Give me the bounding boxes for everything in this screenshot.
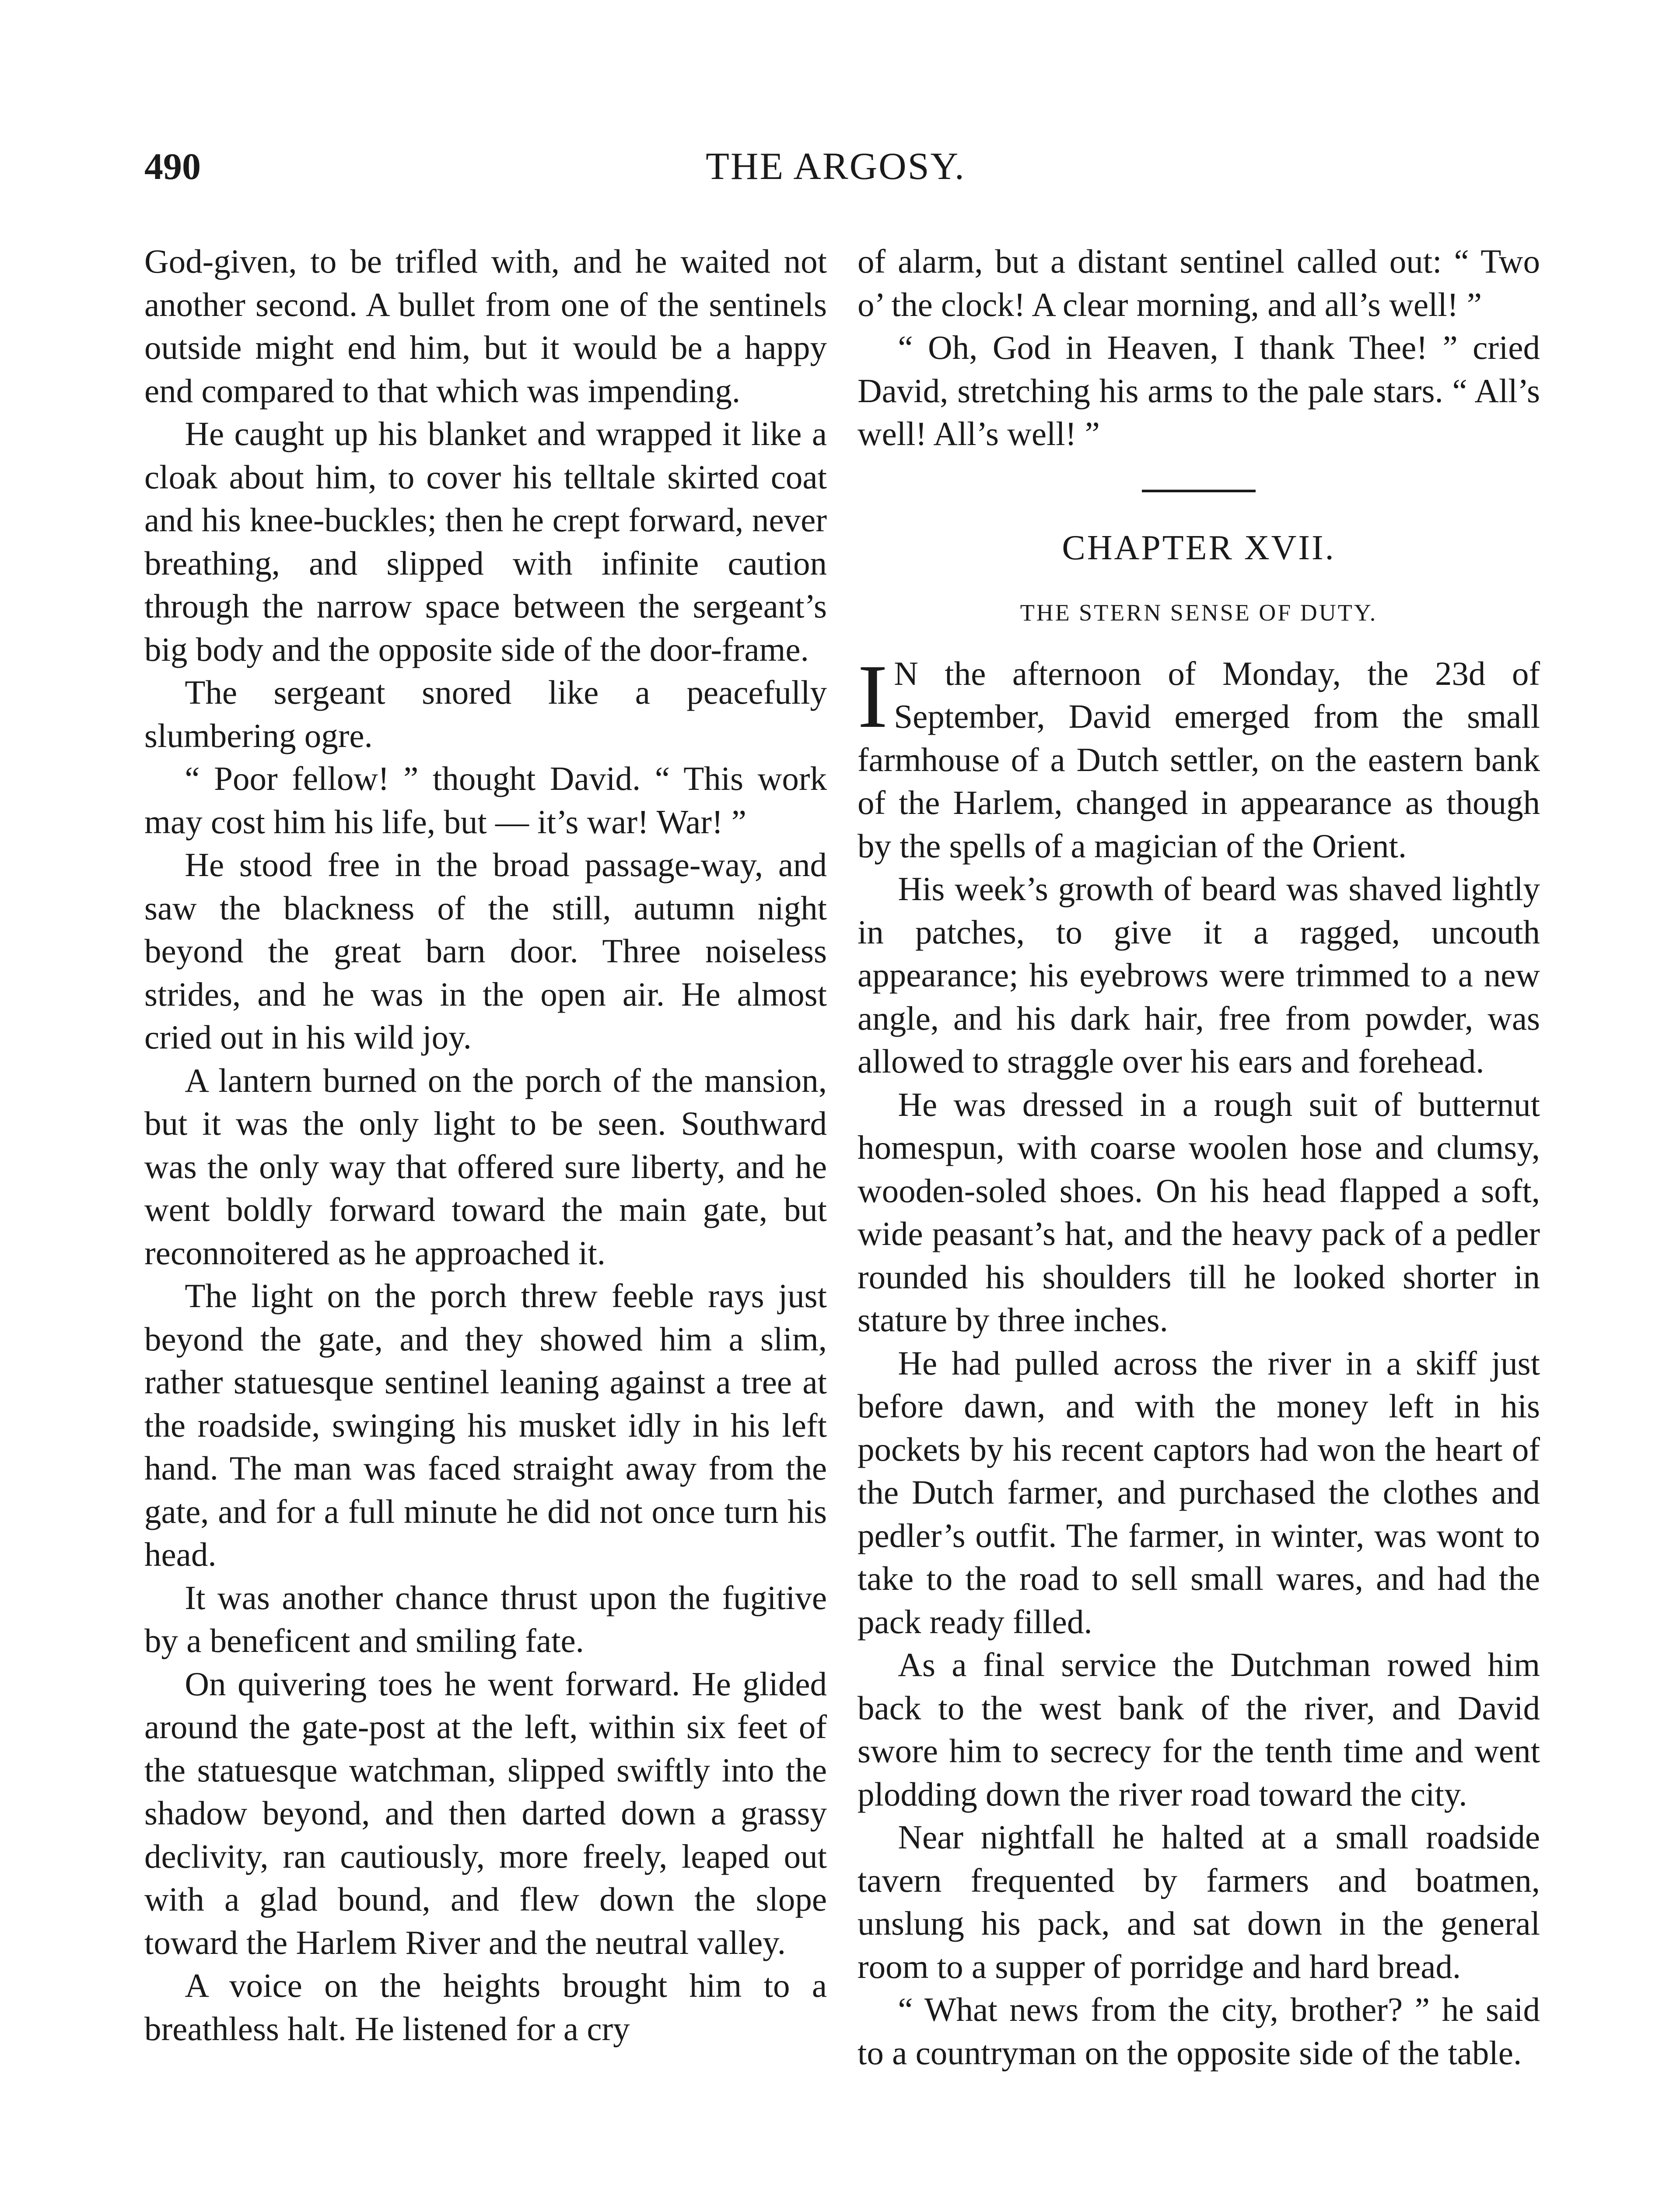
paragraph: He had pulled across the river in a skiff just before dawn, and with the money left in his pockets by his recent captors had won the heart of the Dutch farmer, and purchased the clothes and pedler’s outfit. The farmer, in winter, was wont to take to the road to sell small wares, and had the pack ready filled.	[858, 1344, 1540, 1641]
paragraph: “ Poor fellow! ” thought David. “ This work may cost him his life, but — it’s war! War! ”	[144, 760, 827, 841]
paragraph: “ What news from the city, brother? ” he said to a countryman on the opposite side of the table.	[858, 1991, 1540, 2072]
paragraph: He caught up his blanket and wrapped it like a cloak about him, to cover his telltale skirted coat and his knee-buckles; then he crept forward, never breathing, and slipped with infinite caution through the narrow space between the sergeant’s big body and the opposite side of the door-frame.	[144, 415, 827, 668]
running-head: THE ARGOSY.	[706, 145, 966, 188]
page-header	[144, 144, 1527, 206]
paragraph: A voice on the heights brought him to a breathless halt. He listened for a cry	[144, 1967, 827, 2048]
paragraph: God-given, to be trifled with, and he waited not another second. A bullet from one of the sentinels outside might end him, but it would be a happy end compared to that which was impending.	[144, 242, 827, 410]
paragraph: The sergeant snored like a peacefully slumbering ogre.	[144, 673, 827, 754]
paragraph: On quivering toes he went forward. He glided around the gate-post at the left, within six feet of the statuesque watchman, slipped swiftly into the shadow beyond, and then darted down a grassy declivity, ran cautiously, more freely, leaped out with a glad bound, and flew down the slope toward the Harlem River and the neutral valley.	[144, 1665, 827, 1961]
paragraph: It was another chance thrust upon the fugitive by a beneficent and smiling fate.	[144, 1578, 827, 1659]
paragraph: As a final service the Dutchman rowed him back to the west bank of the river, and David swore him to secrecy for the tenth time and went plodding down the river road toward the city.	[858, 1646, 1540, 1813]
right-column	[858, 240, 1540, 2074]
paragraph: His week’s growth of beard was shaved lightly in patches, to give it a ragged, uncouth appearance; his eyebrows were trimmed to a new angle, and his dark hair, free from powder, was allowed to straggle over his ears and forehead.	[858, 870, 1540, 1080]
chapter-title: CHAPTER XVII.	[1062, 528, 1336, 567]
chapter-opening-text: N the afternoon of Monday, the 23d of September, David emerged from the small farmhouse of a Dutch settler, on the eastern bank of the Harlem, changed in appearance as though by the spells of a magician of the Orient.	[858, 654, 1540, 865]
paragraph: of alarm, but a distant sentinel called out: “ Two o’ the clock! A clear morning, and all’s well! ”	[858, 242, 1540, 323]
page-number: 490	[144, 145, 201, 187]
chapter-opening-paragraph	[858, 645, 1540, 868]
paragraph: Near nightfall he halted at a small roadside tavern frequented by farmers and boatmen, unslung his pack, and sat down in the general room to a supper of porridge and hard bread.	[858, 1818, 1540, 1985]
paragraph: He was dressed in a rough suit of butternut homespun, with coarse woolen hose and clumsy, wooden-soled shoes. On his head flapped a soft, wide peasant’s hat, and the heavy pack of a pedler rounded his shoulders till he looked shorter in stature by three inches.	[858, 1085, 1540, 1339]
drop-cap: I	[858, 645, 888, 747]
paragraph: A lantern burned on the porch of the mansion, but it was the only light to be seen. Southward was the only way that offered sure liberty, and he went boldly forward toward the main gate, but reconnoitered as he approached it.	[144, 1061, 827, 1272]
left-column	[144, 240, 827, 2050]
paragraph: The light on the porch threw feeble rays just beyond the gate, and they showed him a slim, rather statuesque sentinel leaning against a tree at the roadside, swinging his musket idly in his left hand. The man was faced straight away from the gate, and for a full minute he did not once turn his head.	[144, 1277, 827, 1573]
paragraph: He stood free in the broad passage-way, and saw the blackness of the still, autumn night beyond the great barn door. Three noiseless strides, and he was in the open air. He almost cried out in his wild joy.	[144, 846, 827, 1056]
section-divider	[1142, 490, 1256, 492]
chapter-subtitle: THE STERN SENSE OF DUTY.	[1020, 600, 1378, 626]
paragraph: “ Oh, God in Heaven, I thank Thee! ” cried David, stretching his arms to the pale stars. “ All’s well! All’s well! ”	[858, 329, 1540, 452]
